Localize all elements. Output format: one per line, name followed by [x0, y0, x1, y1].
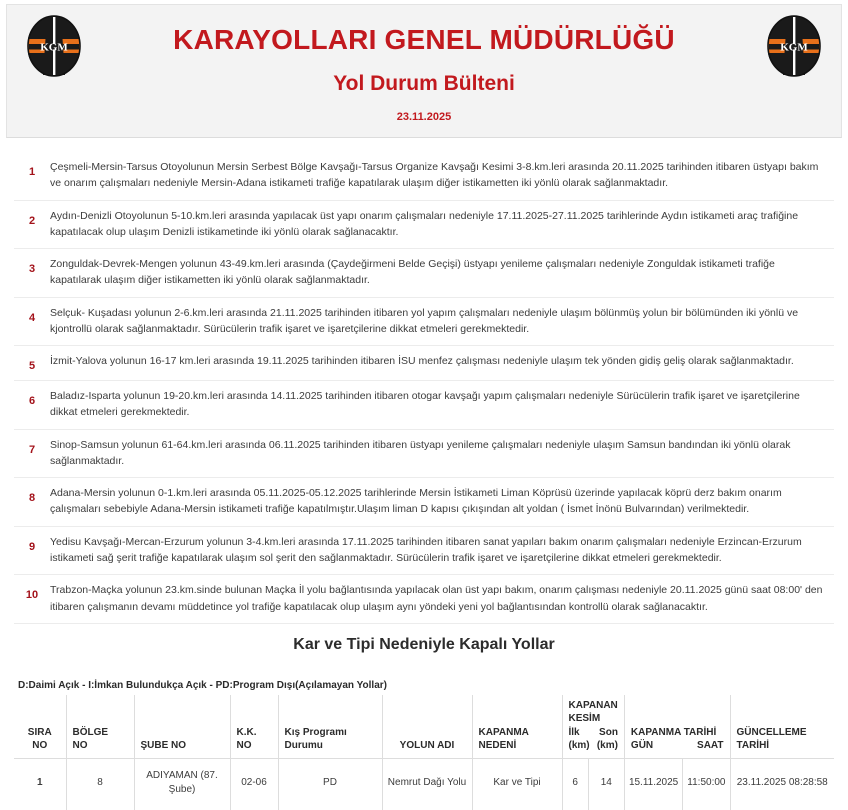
- notice-row: [14, 346, 834, 381]
- notice-text: Selçuk- Kuşadası yolunun 2-6.km.leri arasında 21.11.2025 tarihinden itibaren yol yapım çalışmaları nedeniyle ulaşım bölünmüş yolun bir bölümünden iki yönlü ve kjontrollü olarak sağlanmaktadır. Sürücülerin trafik işaret ve işaretçilerine dikkat etmeleri gerekmektedir.: [50, 306, 799, 335]
- col-bolge-no: BÖLGE NO: [66, 695, 134, 759]
- cell-bolge-no: 8: [66, 758, 134, 810]
- col-sira-no: SIRA NO: [14, 695, 66, 759]
- kgm-logo-right: [763, 15, 825, 77]
- cell-kapanma-saat: 11:50:00: [683, 758, 730, 810]
- notice-number: 6: [28, 395, 36, 408]
- snow-closed-roads-section: [0, 636, 848, 810]
- col-kapanan-kesim: KAPANAN KESİM İlk (km) Son (km): [562, 695, 624, 759]
- col-kapanma-nedeni: KAPANMA NEDENİ: [472, 695, 562, 759]
- table-header: [14, 695, 834, 759]
- notice-text: Adana-Mersin yolunun 0-1.km.leri arasında 05.11.2025-05.12.2025 tarihlerinde Mersin İstikameti Liman Köprüsü üzerinde yapılacak köprü derz bakım onarım çalışmaları sebebiyle Adana-Mersin istikameti trafiğe kapatılmıştır.Ulaşım liman D kapısı çıkışından alt yoldan ( İsmet İnönü Bulvarından) verilmektedir.: [50, 487, 782, 516]
- notice-number: 5: [28, 360, 36, 373]
- col-sube-no: ŞUBE NO: [134, 695, 230, 759]
- col-kapanma-gun: GÜN: [630, 740, 654, 752]
- kgm-logo-text: KGM: [780, 41, 808, 54]
- cell-kk-no: 02-06: [230, 758, 278, 810]
- table-header-row: [14, 695, 834, 759]
- col-guncelleme-tarihi: GÜNCELLEME TARİHİ: [730, 695, 834, 759]
- notice-row: [14, 381, 834, 430]
- col-kapanma-saat: SAAT: [697, 740, 724, 752]
- notice-number: 7: [28, 443, 36, 456]
- notice-number: 9: [28, 540, 36, 553]
- notice-row: [14, 575, 834, 624]
- table-body: [14, 758, 834, 810]
- notice-row: [14, 527, 834, 576]
- notice-text: Trabzon-Maçka yolunun 23.km.sinde bulunan Maçka İl yolu bağlantısında yapılacak olan üst yapı bakım, onarım çalışması nedeniyle 20.11.2025 günü saat 08:00' den itibaren çalışmanın devamı müddetince yol trafiğe kapatılacak olup ulaşım aynı yöndeki yeni yol bağlantısından kontrollü olarak sağlanacaktır.: [50, 584, 823, 613]
- kgm-logo-text: KGM: [40, 41, 68, 54]
- notice-text: Çeşmeli-Mersin-Tarsus Otoyolunun Mersin Serbest Bölge Kavşağı-Tarsus Organize Kavşağı Kesimi 3-8.km.leri arasında 20.11.2025 tarihinden itibaren üstyapı bakım ve onarım çalışmaları nedeniyle Mersin-Adana istikameti trafiğe kapatılarak ulaşım diğer istikametten iki yönlü olarak sağlanmaktadır.: [50, 161, 819, 190]
- notice-number: 8: [28, 492, 36, 505]
- notice-number: 10: [25, 589, 39, 602]
- notice-row: [14, 152, 834, 201]
- bulletin-date: 23.11.2025: [396, 110, 452, 123]
- notice-number: 4: [28, 311, 36, 324]
- col-kis-programi: Kış Programı Durumu: [278, 695, 382, 759]
- cell-son-km: 14: [588, 758, 624, 810]
- road-notice-list: [14, 152, 834, 624]
- cell-guncelleme-tarihi: 23.11.2025 08:28:58: [730, 758, 834, 810]
- cell-kapanma-gun: 15.11.2025: [624, 758, 682, 810]
- table-row: [14, 758, 834, 810]
- notice-row: [14, 249, 834, 298]
- cell-ilk-km: 6: [562, 758, 588, 810]
- col-kapanan-kesim-son: Son (km): [596, 726, 618, 752]
- col-yolun-adi: YOLUN ADI: [382, 695, 472, 759]
- notice-text: Zonguldak-Devrek-Mengen yolunun 43-49.km.leri arasında (Çaydeğirmeni Belde Geçişi) üstyapı yenileme çalışmaları nedeniyle Zonguldak istikameti trafiğe kapatılarak ulaşım diğer istikametten iki yönlü olarak sağlanmaktadır.: [50, 258, 775, 287]
- notice-number: 3: [28, 263, 36, 276]
- cell-sira-no: 1: [36, 777, 43, 789]
- notice-row: [14, 298, 834, 347]
- notice-text: Sinop-Samsun yolunun 61-64.km.leri arasında 06.11.2025 tarihinden itibaren üstyapı yenileme çalışmaları nedeniyle ulaşım Samsun bandından iki yönlü olarak sağlanmaktadır.: [50, 438, 791, 467]
- notice-row: [14, 478, 834, 527]
- notice-number: 1: [28, 166, 36, 178]
- page-header: [6, 4, 842, 138]
- bulletin-title: Yol Durum Bülteni: [333, 71, 515, 95]
- notice-row: [14, 430, 834, 479]
- snow-section-title: Kar ve Tipi Nedeniyle Kapalı Yollar: [293, 635, 555, 653]
- header-titles: [7, 5, 841, 123]
- col-kapanma-tarihi: KAPANMA TARİHİ GÜN SAAT: [624, 695, 730, 759]
- cell-sube-no: ADIYAMAN (87. Şube): [134, 758, 230, 810]
- kgm-logo-left: [23, 15, 85, 77]
- cell-kis-programi: PD: [278, 758, 382, 810]
- col-kk-no: K.K. NO: [230, 695, 278, 759]
- notice-text: Baladız-Isparta yolunun 19-20.km.leri arasında 14.11.2025 tarihinden itibaren otogar kavşağı yapım çalışmaları nedeniyle Sürücülerin trafik işaret ve işaretçilerine dikkat etmeleri gerekmektedir.: [50, 390, 800, 419]
- cell-yolun-adi: Nemrut Dağı Yolu: [382, 758, 472, 810]
- notice-row: [14, 201, 834, 250]
- col-kapanan-kesim-ilk: İlk (km): [568, 726, 590, 752]
- notice-text: İzmit-Yalova yolunun 16-17 km.leri arasında 19.11.2025 tarihinden itibaren İSU menfez çalışması nedeniyle ulaşım tek yönden gidiş geliş olarak sağlanmaktadır.: [50, 355, 794, 368]
- snow-closed-roads-table: [14, 695, 834, 810]
- snow-legend: D:Daimi Açık - I:İmkan Bulundukça Açık - PD:Program Dışı(Açılamayan Yollar): [18, 679, 387, 691]
- notice-number: 2: [28, 214, 36, 227]
- organization-title: KARAYOLLARI GENEL MÜDÜRLÜĞÜ: [173, 24, 675, 55]
- cell-kapanma-nedeni: Kar ve Tipi: [472, 758, 562, 810]
- notice-text: Yedisu Kavşağı-Mercan-Erzurum yolunun 3-4.km.leri arasında 17.11.2025 tarihinden itibaren sanat yapıları bakım onarım çalışmaları nedeniyle Erzincan-Erzurum istikameti sağ şerit trafiğe kapatılarak ulaşım sol şerit den sağlanmaktadır. Sürücülerin trafik işaret ve işaretçilerine dikkat etmeleri gerekmektedir.: [50, 535, 802, 564]
- notice-text: Aydın-Denizli Otoyolunun 5-10.km.leri arasında yapılacak üst yapı onarım çalışmaları nedeniyle 17.11.2025-27.11.2025 tarihlerinde Aydın istikameti araç trafiğine kapatılacak olup ulaşım Denizli istikametinde iki yönlü olarak sağlanacaktır.: [50, 209, 799, 238]
